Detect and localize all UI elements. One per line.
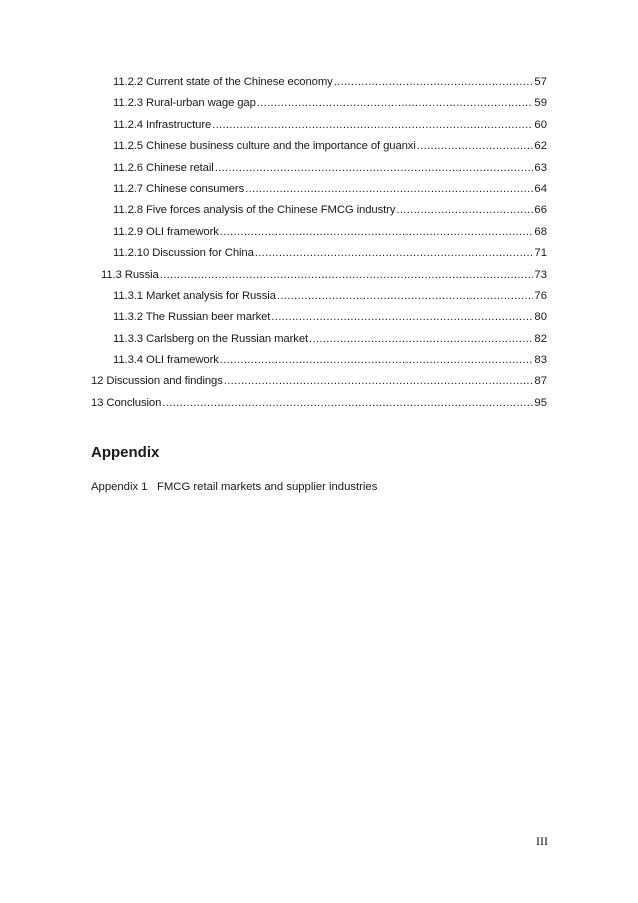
toc-entry-title: 11.2.2 Current state of the Chinese economy	[113, 76, 333, 88]
toc-dot-leader	[220, 350, 534, 371]
toc-entry[interactable]	[91, 200, 547, 221]
toc-entry-title: 13 Conclusion	[91, 396, 162, 409]
toc-entry[interactable]	[91, 265, 547, 286]
toc-entry-title: 11.3.2 The Russian beer market	[113, 311, 271, 324]
toc-entry-page: 59	[534, 97, 547, 110]
toc-entry-title: 11.3.4 OLI framework	[113, 354, 219, 367]
appendix-entry-title: FMCG retail markets and supplier industries	[157, 481, 378, 493]
toc-entry[interactable]	[91, 243, 547, 264]
toc-dot-leader	[224, 371, 534, 392]
toc-dot-leader	[417, 136, 534, 157]
toc-entry-page: 63	[534, 161, 547, 174]
appendix-entry[interactable]	[91, 478, 377, 496]
toc-entry[interactable]	[91, 93, 547, 114]
toc-dot-leader	[271, 307, 533, 328]
toc-dot-leader	[220, 222, 534, 243]
appendix-entry-number: Appendix 1	[91, 481, 148, 493]
toc-dot-leader	[212, 115, 533, 136]
toc-entry-title: 12 Discussion and findings	[91, 375, 223, 388]
toc-entry-title: 11.2.10 Discussion for China	[113, 247, 254, 260]
toc-entry[interactable]	[91, 179, 547, 200]
table-of-contents	[91, 72, 547, 414]
toc-entry-title: 11.2.8 Five forces analysis of the Chinese FMCG industry	[113, 204, 396, 217]
toc-entry-page: 73	[534, 268, 547, 281]
toc-entry[interactable]	[91, 222, 547, 243]
page-number: III	[536, 834, 548, 848]
toc-entry-title: 11.2.9 OLI framework	[113, 225, 219, 238]
toc-dot-leader	[255, 243, 534, 264]
toc-dot-leader	[215, 158, 534, 179]
toc-entry-page: 62	[534, 140, 547, 153]
toc-entry[interactable]	[91, 307, 547, 328]
toc-entry-page: 95	[534, 396, 547, 409]
toc-dot-leader	[162, 393, 533, 414]
toc-entry-page: 66	[534, 204, 547, 217]
toc-entry-title: 11.3.1 Market analysis for Russia	[113, 289, 276, 302]
toc-entry-page: 64	[534, 182, 547, 195]
toc-entry-page: 76	[534, 289, 547, 302]
appendix-heading: Appendix	[91, 444, 160, 461]
toc-dot-leader	[160, 265, 534, 286]
toc-entry-page: 57	[534, 76, 547, 88]
toc-dot-leader	[257, 93, 534, 114]
toc-entry[interactable]	[91, 136, 547, 157]
toc-entry-page: 82	[534, 332, 547, 345]
toc-entry-title: 11.2.3 Rural-urban wage gap	[113, 97, 256, 110]
toc-dot-leader	[396, 200, 533, 221]
toc-dot-leader	[277, 286, 534, 307]
toc-entry[interactable]	[91, 115, 547, 136]
toc-entry-title: 11.2.5 Chinese business culture and the importance of guanxi	[113, 140, 416, 153]
toc-entry-page: 80	[534, 311, 547, 324]
toc-entry-title: 11.3.3 Carlsberg on the Russian market	[113, 332, 309, 345]
toc-entry-page: 68	[534, 225, 547, 238]
toc-dot-leader	[334, 72, 534, 93]
toc-entry-title: 11.2.6 Chinese retail	[113, 161, 214, 174]
toc-entry[interactable]	[91, 286, 547, 307]
toc-entry[interactable]	[91, 350, 547, 371]
toc-entry[interactable]	[91, 393, 547, 414]
toc-entry-page: 87	[534, 375, 547, 388]
toc-dot-leader	[309, 329, 533, 350]
toc-entry[interactable]	[91, 371, 547, 392]
toc-entry-page: 71	[534, 247, 547, 260]
toc-entry-page: 60	[534, 118, 547, 131]
toc-dot-leader	[245, 179, 533, 200]
toc-entry-page: 83	[534, 354, 547, 367]
toc-entry[interactable]	[91, 158, 547, 179]
toc-entry[interactable]	[91, 329, 547, 350]
toc-entry-title: 11.3 Russia	[101, 268, 159, 281]
toc-entry-title: 11.2.7 Chinese consumers	[113, 182, 245, 195]
toc-entry[interactable]	[91, 72, 547, 93]
toc-entry-title: 11.2.4 Infrastructure	[113, 118, 212, 131]
